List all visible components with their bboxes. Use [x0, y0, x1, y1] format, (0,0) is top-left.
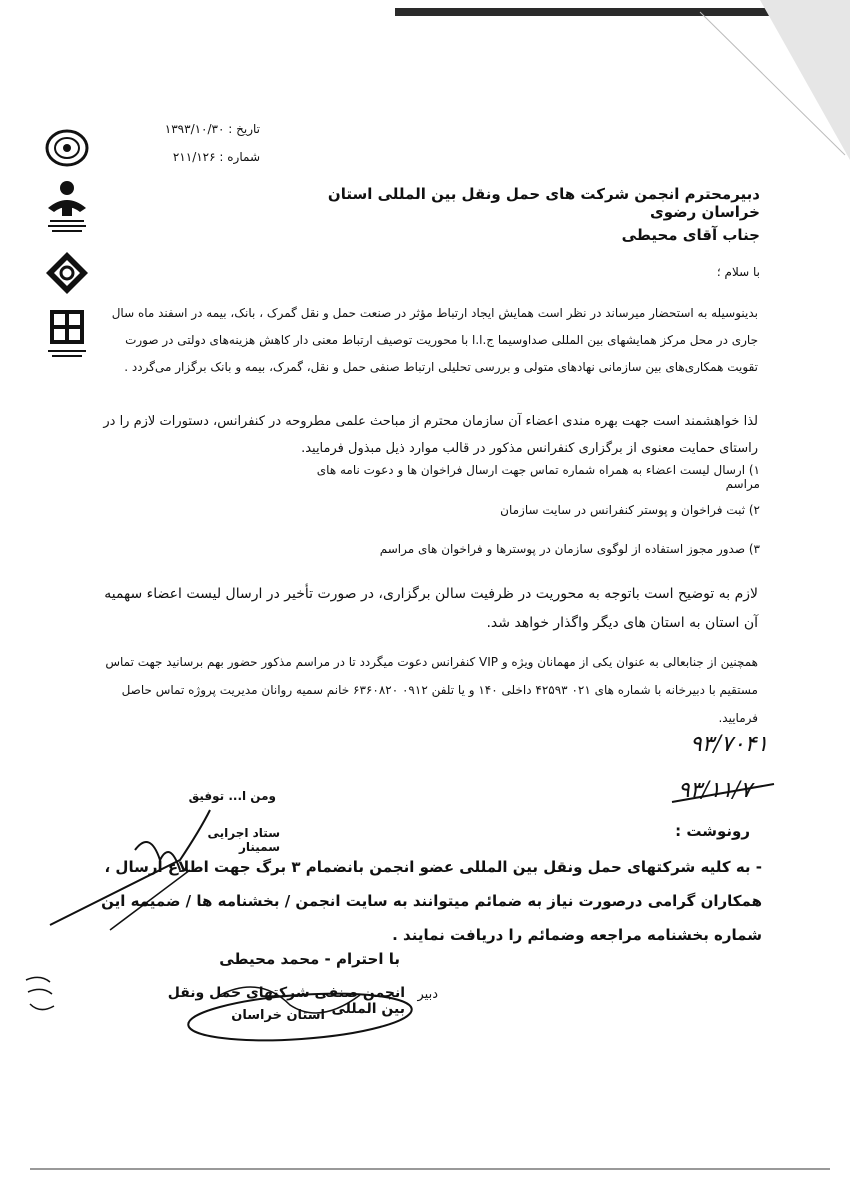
- request-item-3: ۳) صدور مجوز استفاده از لوگوی سازمان در پوسترها و فراخوان های مراسم: [379, 542, 760, 556]
- recipient-line: دبیرمحترم انجمن شرکت های حمل ونقل بین المللی استان خراسان رضوی: [327, 185, 760, 221]
- signature-oval-icon: [180, 975, 430, 1045]
- body-paragraph-2: لذا خواهشمند است جهت بهره مندی اعضاء آن سازمان محترم از مباحث علمی مطروحه در کنفرانس، دستورات لازم را در راستای حمایت معنوی از برگزاری کنفرانس مذکور در قالب موارد ذیل مبذول فرمایید.: [103, 414, 758, 456]
- person-emblem-icon: [44, 180, 90, 238]
- handwritten-ref-date: ۹۳/۱۱/۷: [678, 778, 752, 803]
- recipient-name: جناب آقای محیطی: [621, 226, 760, 244]
- margin-mark-icon: [20, 970, 60, 1020]
- cc-label: رونوشت :: [675, 822, 750, 840]
- round-emblem-icon: [44, 128, 90, 168]
- scan-edge-bottom: [30, 1168, 830, 1170]
- body-paragraph-3: لازم به توضیح است باتوجه به محوریت در ظرفیت سالن برگزاری، در صورت تأخیر در ارسال لیست اعضاء سهمیه آن استان به استان های دیگر واگذار خواهد شد.: [104, 586, 758, 631]
- logo-column: [44, 128, 104, 372]
- date-value: ۱۳۹۳/۱۰/۳۰: [164, 122, 225, 136]
- request-item-1: ۱) ارسال لیست اعضاء به همراه شماره تماس جهت ارسال فراخوان ها و دعوت نامه های مراسم: [316, 463, 760, 491]
- number-label: شماره :: [219, 150, 260, 164]
- greeting: با سلام ؛: [716, 265, 760, 279]
- signature-subtitle: استان خراسان: [231, 1008, 325, 1023]
- number-value: ۲۱۱/۱۲۶: [172, 150, 216, 164]
- square-emblem-icon: [44, 308, 90, 360]
- cc-body: - به کلیه شرکتهای حمل ونقل بین المللی عضو انجمن بانضمام ۳ برگ جهت اطلاع ارسال ، همکاران گرامی درصورت نیاز به ضمائم میتوانند به سایت انجمن / بخشنامه ها / ضمیمه این شماره بخشنامه مراجعه وضمائم را دریافت نمایند .: [101, 858, 762, 944]
- handwritten-underline: [668, 780, 778, 810]
- date-label: تاریخ :: [228, 122, 260, 136]
- handwritten-ref-number: ۹۳/۷۰۴۱: [690, 732, 769, 757]
- body-paragraph-4: همچنین از جنابعالی به عنوان یکی از مهمانان ویژه و VIP کنفرانس دعوت میگردد تا در مراسم مذکور حضور بهم برسانید جهت تماس مستقیم با دبیرخانه با شماره های ۰۲۱ ۴۲۵۹۳ داخلی ۱۴۰ و یا تلفن ۰۹۱۲ ۶۳۶۰۸۲۰ خانم سمیه روانان مدیریت پروژه تماس حاصل فرمایید.: [105, 655, 758, 725]
- signature-title-label: دبیر: [417, 987, 438, 1002]
- request-item-2: ۲) ثبت فراخوان و پوستر کنفرانس در سایت سازمان: [500, 503, 760, 517]
- scan-corner-shade: [640, 0, 850, 160]
- number-line: [140, 150, 260, 164]
- seminar-signer: ستاد اجرایی سمینار: [207, 826, 280, 854]
- signature-regards: با احترام - محمد محیطی: [219, 950, 400, 968]
- date-line: [140, 122, 260, 136]
- signature-title: انجمن صنفی شرکتهای حمل ونقل بین المللی: [167, 985, 405, 1017]
- closing-phrase: ومن ا... توفیق: [188, 789, 276, 803]
- diamond-emblem-icon: [44, 250, 90, 296]
- body-paragraph-1: بدینوسیله به استحضار میرساند در نظر است همایش ایجاد ارتباط مؤثر در صنعت حمل و نقل گمرک ، بانک، بیمه در اسفند ماه سال جاری در محل مرکز همایشهای بین المللی صداوسیما ج.ا.ا با محوریت توصیف ارتباط معنی دار کاهش هزینه‌های دولتی در صورت تقویت همکاری‌های بین سازمانی نهادهای متولی و بررسی تحلیلی ارتباط صنفی حمل و نقل، گمرک، بیمه و بانک برگزار می‌گردد .: [111, 306, 758, 374]
